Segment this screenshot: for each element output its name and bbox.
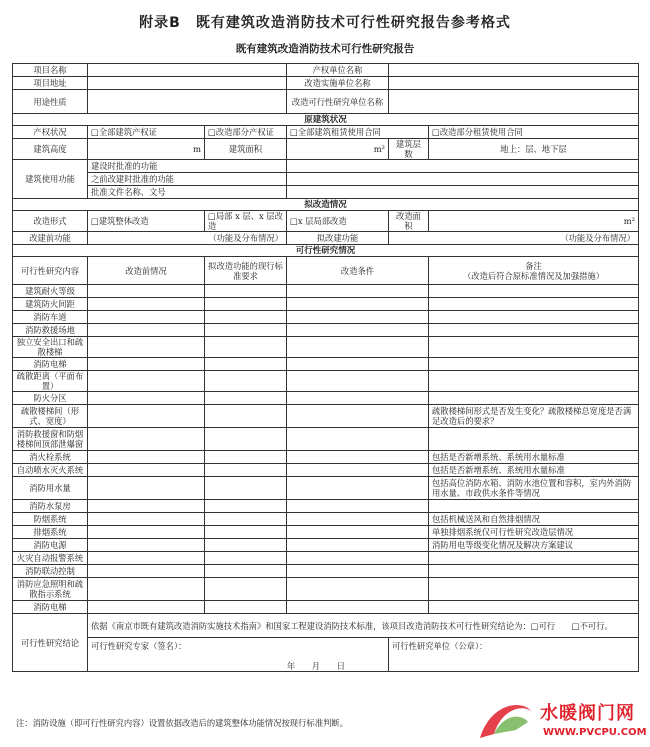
study-row-standard[interactable] bbox=[205, 578, 287, 601]
study-col-content: 可行性研究内容 bbox=[13, 257, 88, 285]
study-row-item: 消防车道 bbox=[13, 311, 88, 324]
study-row-standard[interactable] bbox=[205, 405, 287, 428]
study-row-note[interactable] bbox=[429, 392, 639, 405]
study-row-item: 排烟系统 bbox=[13, 526, 88, 539]
study-row-note[interactable] bbox=[429, 311, 639, 324]
study-row-before[interactable] bbox=[88, 464, 205, 477]
function-before-label: 改建前功能 bbox=[13, 232, 88, 245]
property-option-4[interactable]: □改造部分租赁使用合同 bbox=[429, 126, 639, 139]
property-unit-value[interactable] bbox=[389, 64, 639, 77]
study-row-condition[interactable] bbox=[287, 601, 429, 614]
study-row-standard[interactable] bbox=[205, 337, 287, 358]
study-row-item: 消火栓系统 bbox=[13, 451, 88, 464]
study-row-condition[interactable] bbox=[287, 477, 429, 500]
study-row-before[interactable] bbox=[88, 513, 205, 526]
study-row-item: 消防应急照明和疏散指示系统 bbox=[13, 578, 88, 601]
study-row-before[interactable] bbox=[88, 285, 205, 298]
project-name-label: 项目名称 bbox=[13, 64, 88, 77]
study-row-item: 疏散楼梯间（形式、宽度） bbox=[13, 405, 88, 428]
study-row-note[interactable]: 单独排烟系统仅可行性研究改造层情况 bbox=[429, 526, 639, 539]
study-row-item: 自动喷水灭火系统 bbox=[13, 464, 88, 477]
study-row-item: 消防电源 bbox=[13, 539, 88, 552]
research-unit-label: 改造可行性研究单位名称 bbox=[287, 90, 389, 114]
study-col-before: 改造前情况 bbox=[88, 257, 205, 285]
study-row-item: 防烟系统 bbox=[13, 513, 88, 526]
study-row-note[interactable] bbox=[429, 371, 639, 392]
study-row-note[interactable] bbox=[429, 578, 639, 601]
function-row-value[interactable] bbox=[287, 186, 639, 199]
study-row-condition[interactable] bbox=[287, 428, 429, 451]
study-row-before[interactable] bbox=[88, 324, 205, 337]
study-row-before[interactable] bbox=[88, 601, 205, 614]
study-row-condition[interactable] bbox=[287, 578, 429, 601]
study-row-before[interactable] bbox=[88, 311, 205, 324]
study-row-note[interactable] bbox=[429, 565, 639, 578]
study-row-before[interactable] bbox=[88, 358, 205, 371]
reform-section-header: 拟改造情况 bbox=[13, 199, 639, 211]
study-row-before[interactable] bbox=[88, 477, 205, 500]
study-row-note[interactable] bbox=[429, 337, 639, 358]
study-row-standard[interactable] bbox=[205, 428, 287, 451]
function-row-label: 批准文件名称、文号 bbox=[88, 186, 287, 199]
study-row-standard[interactable] bbox=[205, 324, 287, 337]
study-col-condition: 改造条件 bbox=[287, 257, 429, 285]
reform-option-3[interactable]: □x 层局部改造 bbox=[287, 211, 389, 232]
feasibility-form-table bbox=[12, 63, 639, 672]
property-option-3[interactable]: □全部建筑租赁使用合同 bbox=[287, 126, 429, 139]
building-function-label: 建筑使用功能 bbox=[13, 160, 88, 199]
reform-option-2[interactable]: □局部 x 层、x 层改造 bbox=[205, 211, 287, 232]
function-after-value[interactable]: （功能及分布情况） bbox=[389, 232, 639, 245]
property-option-1[interactable]: □全部建筑产权证 bbox=[88, 126, 205, 139]
study-row-before[interactable] bbox=[88, 451, 205, 464]
study-row-standard[interactable] bbox=[205, 500, 287, 513]
study-row-condition[interactable] bbox=[287, 513, 429, 526]
original-section-header: 原建筑状况 bbox=[13, 114, 639, 126]
study-row-note[interactable] bbox=[429, 324, 639, 337]
study-row-item: 建筑耐火等级 bbox=[13, 285, 88, 298]
study-row-item: 消防电梯 bbox=[13, 601, 88, 614]
study-section-header: 可行性研究情况 bbox=[13, 245, 639, 257]
study-row-condition[interactable] bbox=[287, 464, 429, 477]
study-row-standard[interactable] bbox=[205, 513, 287, 526]
study-row-condition[interactable] bbox=[287, 552, 429, 565]
study-row-condition[interactable] bbox=[287, 526, 429, 539]
study-row-note[interactable] bbox=[429, 552, 639, 565]
study-row-note[interactable]: 包括机械送风和自然排烟情况 bbox=[429, 513, 639, 526]
property-option-2[interactable]: □改造部分产权证 bbox=[205, 126, 287, 139]
study-row-item: 消防联动控制 bbox=[13, 565, 88, 578]
expert-date: 年 月 日 bbox=[286, 661, 345, 671]
function-before-value[interactable]: （功能及分布情况） bbox=[88, 232, 287, 245]
study-row-note[interactable] bbox=[429, 285, 639, 298]
property-status-label: 产权状况 bbox=[13, 126, 88, 139]
study-row-before[interactable] bbox=[88, 578, 205, 601]
expert-signature-label: 可行性研究专家（签名）： bbox=[91, 641, 187, 651]
page-title: 附录B 既有建筑改造消防技术可行性研究报告参考格式 bbox=[139, 15, 511, 31]
study-row-before[interactable] bbox=[88, 526, 205, 539]
study-row-note[interactable]: 包括高位消防水箱、消防水池位置和容积，室内外消防用水量、市政供水条件等情况 bbox=[429, 477, 639, 500]
study-row-item: 消防救援场地 bbox=[13, 324, 88, 337]
study-row-condition[interactable] bbox=[287, 298, 429, 311]
study-row-note[interactable] bbox=[429, 500, 639, 513]
study-row-standard[interactable] bbox=[205, 464, 287, 477]
implementer-value[interactable] bbox=[389, 77, 639, 90]
study-row-before[interactable] bbox=[88, 337, 205, 358]
study-row-condition[interactable] bbox=[287, 392, 429, 405]
study-row-standard[interactable] bbox=[205, 552, 287, 565]
study-row-item: 疏散距离（平面布置） bbox=[13, 371, 88, 392]
study-row-condition[interactable] bbox=[287, 358, 429, 371]
reform-area-value[interactable]: m² bbox=[429, 211, 639, 232]
research-unit-value[interactable] bbox=[389, 90, 639, 114]
study-row-before[interactable] bbox=[88, 500, 205, 513]
study-col-note: 备注 （改造后符合原标准情况及加强措施） bbox=[429, 257, 639, 285]
study-row-note[interactable]: 疏散楼梯间形式是否发生变化？疏散楼梯总宽度是否满足改造后的要求？ bbox=[429, 405, 639, 428]
building-floors-label: 建筑层数 bbox=[389, 139, 429, 160]
reform-option-1[interactable]: □建筑整体改造 bbox=[88, 211, 205, 232]
building-area-value[interactable]: m² bbox=[287, 139, 389, 160]
study-col-standard: 拟改造功能的现行标准要求 bbox=[205, 257, 287, 285]
function-row-value[interactable] bbox=[287, 173, 639, 186]
implementer-label: 改造实施单位名称 bbox=[287, 77, 389, 90]
study-row-item: 消防用水量 bbox=[13, 477, 88, 500]
conclusion-expert-cell[interactable] bbox=[88, 638, 389, 672]
watermark-url: WWW.PVCPU.COM bbox=[543, 727, 647, 738]
study-row-standard[interactable] bbox=[205, 371, 287, 392]
study-row-before[interactable] bbox=[88, 405, 205, 428]
watermark-brand: 水暖阀门网 bbox=[540, 703, 635, 724]
use-nature-value[interactable] bbox=[88, 90, 287, 114]
study-row-before[interactable] bbox=[88, 371, 205, 392]
study-row-before[interactable] bbox=[88, 392, 205, 405]
study-row-note[interactable] bbox=[429, 428, 639, 451]
study-row-standard[interactable] bbox=[205, 358, 287, 371]
study-row-item: 防火分区 bbox=[13, 392, 88, 405]
project-name-value[interactable] bbox=[88, 64, 287, 77]
study-row-condition[interactable] bbox=[287, 500, 429, 513]
footnote: 注：消防设施（即可行性研究内容）设置依据改造后的建筑整体功能情况按现行标准判断。 bbox=[16, 718, 348, 728]
conclusion-label: 可行性研究结论 bbox=[13, 614, 88, 672]
report-subtitle: 既有建筑改造消防技术可行性研究报告 bbox=[235, 43, 415, 55]
study-row-condition[interactable] bbox=[287, 539, 429, 552]
study-row-standard[interactable] bbox=[205, 392, 287, 405]
study-row-condition[interactable] bbox=[287, 311, 429, 324]
study-row-standard[interactable] bbox=[205, 298, 287, 311]
building-height-value[interactable]: m bbox=[88, 139, 205, 160]
study-row-item: 消防电梯 bbox=[13, 358, 88, 371]
reform-form-label: 改造形式 bbox=[13, 211, 88, 232]
study-row-note[interactable] bbox=[429, 358, 639, 371]
study-row-before[interactable] bbox=[88, 298, 205, 311]
use-nature-label: 用途性质 bbox=[13, 90, 88, 114]
building-height-label: 建筑高度 bbox=[13, 139, 88, 160]
study-row-standard[interactable] bbox=[205, 601, 287, 614]
study-row-item: 消防水泵房 bbox=[13, 500, 88, 513]
building-area-label: 建筑面积 bbox=[205, 139, 287, 160]
building-floors-value[interactable]: 地上：层、地下层 bbox=[429, 139, 639, 160]
study-row-condition[interactable] bbox=[287, 565, 429, 578]
function-after-label: 拟改建功能 bbox=[287, 232, 389, 245]
study-row-standard[interactable] bbox=[205, 311, 287, 324]
conclusion-text[interactable]: 依据《南京市既有建筑改造消防实施技术指南》和国家工程建设消防技术标准，该项目改造消防技术可行性研究结论为：□可行 □不可行。 bbox=[88, 614, 639, 638]
study-row-condition[interactable] bbox=[287, 324, 429, 337]
study-row-condition[interactable] bbox=[287, 405, 429, 428]
study-row-condition[interactable] bbox=[287, 451, 429, 464]
study-row-item: 建筑防火间距 bbox=[13, 298, 88, 311]
study-row-note[interactable]: 包括是否新增系统、系统用水量标准 bbox=[429, 464, 639, 477]
study-row-condition[interactable] bbox=[287, 285, 429, 298]
study-row-condition[interactable] bbox=[287, 337, 429, 358]
study-row-before[interactable] bbox=[88, 539, 205, 552]
study-row-standard[interactable] bbox=[205, 539, 287, 552]
study-row-standard[interactable] bbox=[205, 285, 287, 298]
function-row-label: 建设时批准的功能 bbox=[88, 160, 287, 173]
function-row-value[interactable] bbox=[287, 160, 639, 173]
study-row-item: 独立安全出口和疏散楼梯 bbox=[13, 337, 88, 358]
study-row-standard[interactable] bbox=[205, 451, 287, 464]
study-row-item: 消防救援窗和防烟楼梯间顶部泄爆窗 bbox=[13, 428, 88, 451]
study-row-note[interactable] bbox=[429, 298, 639, 311]
study-row-note[interactable]: 消防用电等级变化情况及解决方案建议 bbox=[429, 539, 639, 552]
reform-area-label: 改造面积 bbox=[389, 211, 429, 232]
study-row-standard[interactable] bbox=[205, 477, 287, 500]
study-row-condition[interactable] bbox=[287, 371, 429, 392]
study-row-before[interactable] bbox=[88, 565, 205, 578]
study-row-standard[interactable] bbox=[205, 526, 287, 539]
study-row-note[interactable] bbox=[429, 601, 639, 614]
study-row-note[interactable]: 包括是否新增系统、系统用水量标准 bbox=[429, 451, 639, 464]
project-address-value[interactable] bbox=[88, 77, 287, 90]
project-address-label: 项目地址 bbox=[13, 77, 88, 90]
property-unit-label: 产权单位名称 bbox=[287, 64, 389, 77]
study-row-item: 火灾自动报警系统 bbox=[13, 552, 88, 565]
study-row-standard[interactable] bbox=[205, 565, 287, 578]
conclusion-unit-cell[interactable]: 可行性研究单位（公章）： bbox=[389, 638, 639, 672]
function-row-label: 之前改建时批准的功能 bbox=[88, 173, 287, 186]
study-row-before[interactable] bbox=[88, 552, 205, 565]
study-row-before[interactable] bbox=[88, 428, 205, 451]
